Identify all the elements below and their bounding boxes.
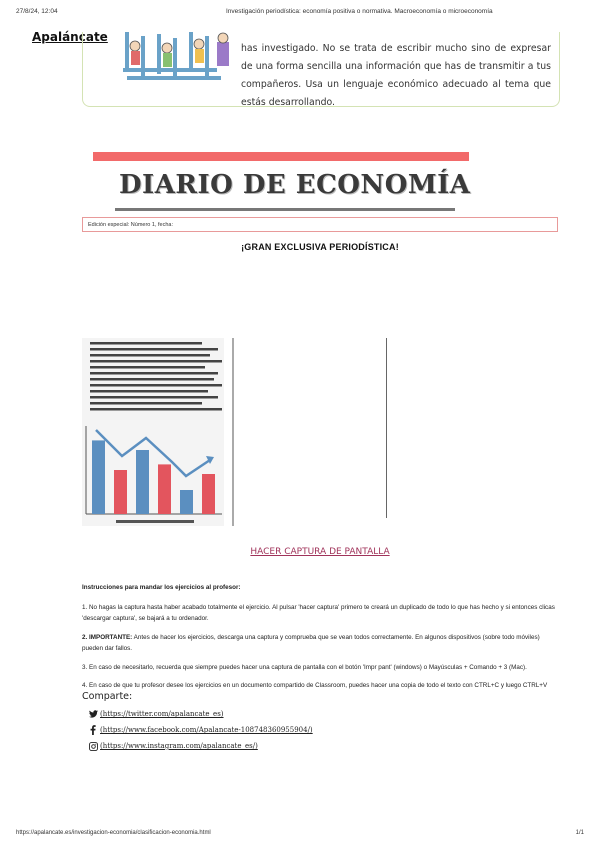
share-item-instagram[interactable] bbox=[88, 739, 313, 753]
instructions-heading: Instrucciones para mandar los ejercicios al profesor: bbox=[82, 584, 241, 591]
facebook-icon bbox=[88, 725, 98, 735]
chart-bar bbox=[92, 440, 105, 514]
share-item-twitter[interactable] bbox=[88, 707, 313, 721]
news-article-graphic bbox=[82, 338, 242, 526]
share-title: Comparte: bbox=[82, 691, 133, 702]
edition-field[interactable]: Edición especial: Número 1, fecha: bbox=[82, 217, 558, 232]
print-page-title: Investigación periodística: economía positiva o normativa. Macroeconomía o microeconomía bbox=[226, 8, 493, 15]
share-item-facebook[interactable] bbox=[88, 723, 313, 737]
important-label: 2. IMPORTANTE: bbox=[82, 633, 133, 641]
share-links bbox=[88, 707, 313, 755]
print-datetime: 27/8/24, 12:04 bbox=[16, 8, 58, 15]
print-url: https://apalancate.es/investigacion-economia/clasificacion-economia.html bbox=[16, 830, 211, 836]
column-divider bbox=[386, 338, 387, 518]
chart-bar bbox=[114, 470, 127, 514]
instagram-link[interactable]: (https://www.instagram.com/apalancate_es/) bbox=[100, 742, 258, 750]
instruction-item: 3. En caso de necesitarlo, recuerda que siempre puedes hacer una captura de pantalla con el botón 'Impr pant' (windows) o Mayúsculas + Comando + 3 (Mac). bbox=[82, 663, 527, 671]
headline: ¡GRAN EXCLUSIVA PERIODÍSTICA! bbox=[241, 242, 399, 252]
page-number: 1/1 bbox=[575, 830, 584, 836]
newspaper-title: DIARIO DE ECONOMÍA bbox=[119, 170, 471, 200]
instruction-item bbox=[82, 632, 560, 655]
twitter-icon bbox=[88, 709, 98, 719]
site-brand-link[interactable]: Apaláncate bbox=[32, 30, 108, 44]
chart-bar bbox=[202, 474, 215, 514]
instagram-icon bbox=[88, 741, 98, 751]
twitter-link[interactable]: (https://twitter.com/apalancate_es) bbox=[100, 710, 224, 718]
title-underline bbox=[115, 208, 455, 211]
instruction-item-text: Antes de hacer los ejercicios, descarga una captura y comprueba que se vean todos correctamente. En algunos dispositivos (sobre todo móviles) pueden dar fallos. bbox=[82, 633, 540, 652]
instructions bbox=[82, 582, 560, 699]
chart-bar bbox=[158, 464, 171, 514]
info-text: has investigado. No se trata de escribir mucho sino de expresar de una forma sencilla una información que has de transmitir a tus compañeros. Usa un lenguaje económico adecuado al tema que estás desarrollando. bbox=[241, 43, 551, 108]
facebook-link[interactable]: (https://www.facebook.com/Apalancate-108748360955904/) bbox=[100, 726, 313, 734]
capture-screenshot-link[interactable]: HACER CAPTURA DE PANTALLA bbox=[250, 547, 390, 557]
instruction-item: 4. En caso de que tu profesor desee los ejercicios en un documento compartido de Classroom, puedes hacer una copia de todo el texto con CTRL+C y luego CTRL+V bbox=[82, 682, 548, 689]
classroom-illustration bbox=[105, 32, 235, 84]
info-box bbox=[82, 32, 560, 107]
newspaper-header bbox=[93, 152, 471, 212]
chart-bar bbox=[180, 490, 193, 514]
chart-bar bbox=[136, 450, 149, 514]
instruction-item: 1. No hagas la captura hasta haber acabado totalmente el ejercicio. Al pulsar 'hacer captura' primero te creará un duplicado de todo lo que has hecho y si entonces clicas 'descargar captura', se bajará a tu ordenador. bbox=[82, 603, 555, 622]
red-stripe bbox=[93, 152, 469, 161]
